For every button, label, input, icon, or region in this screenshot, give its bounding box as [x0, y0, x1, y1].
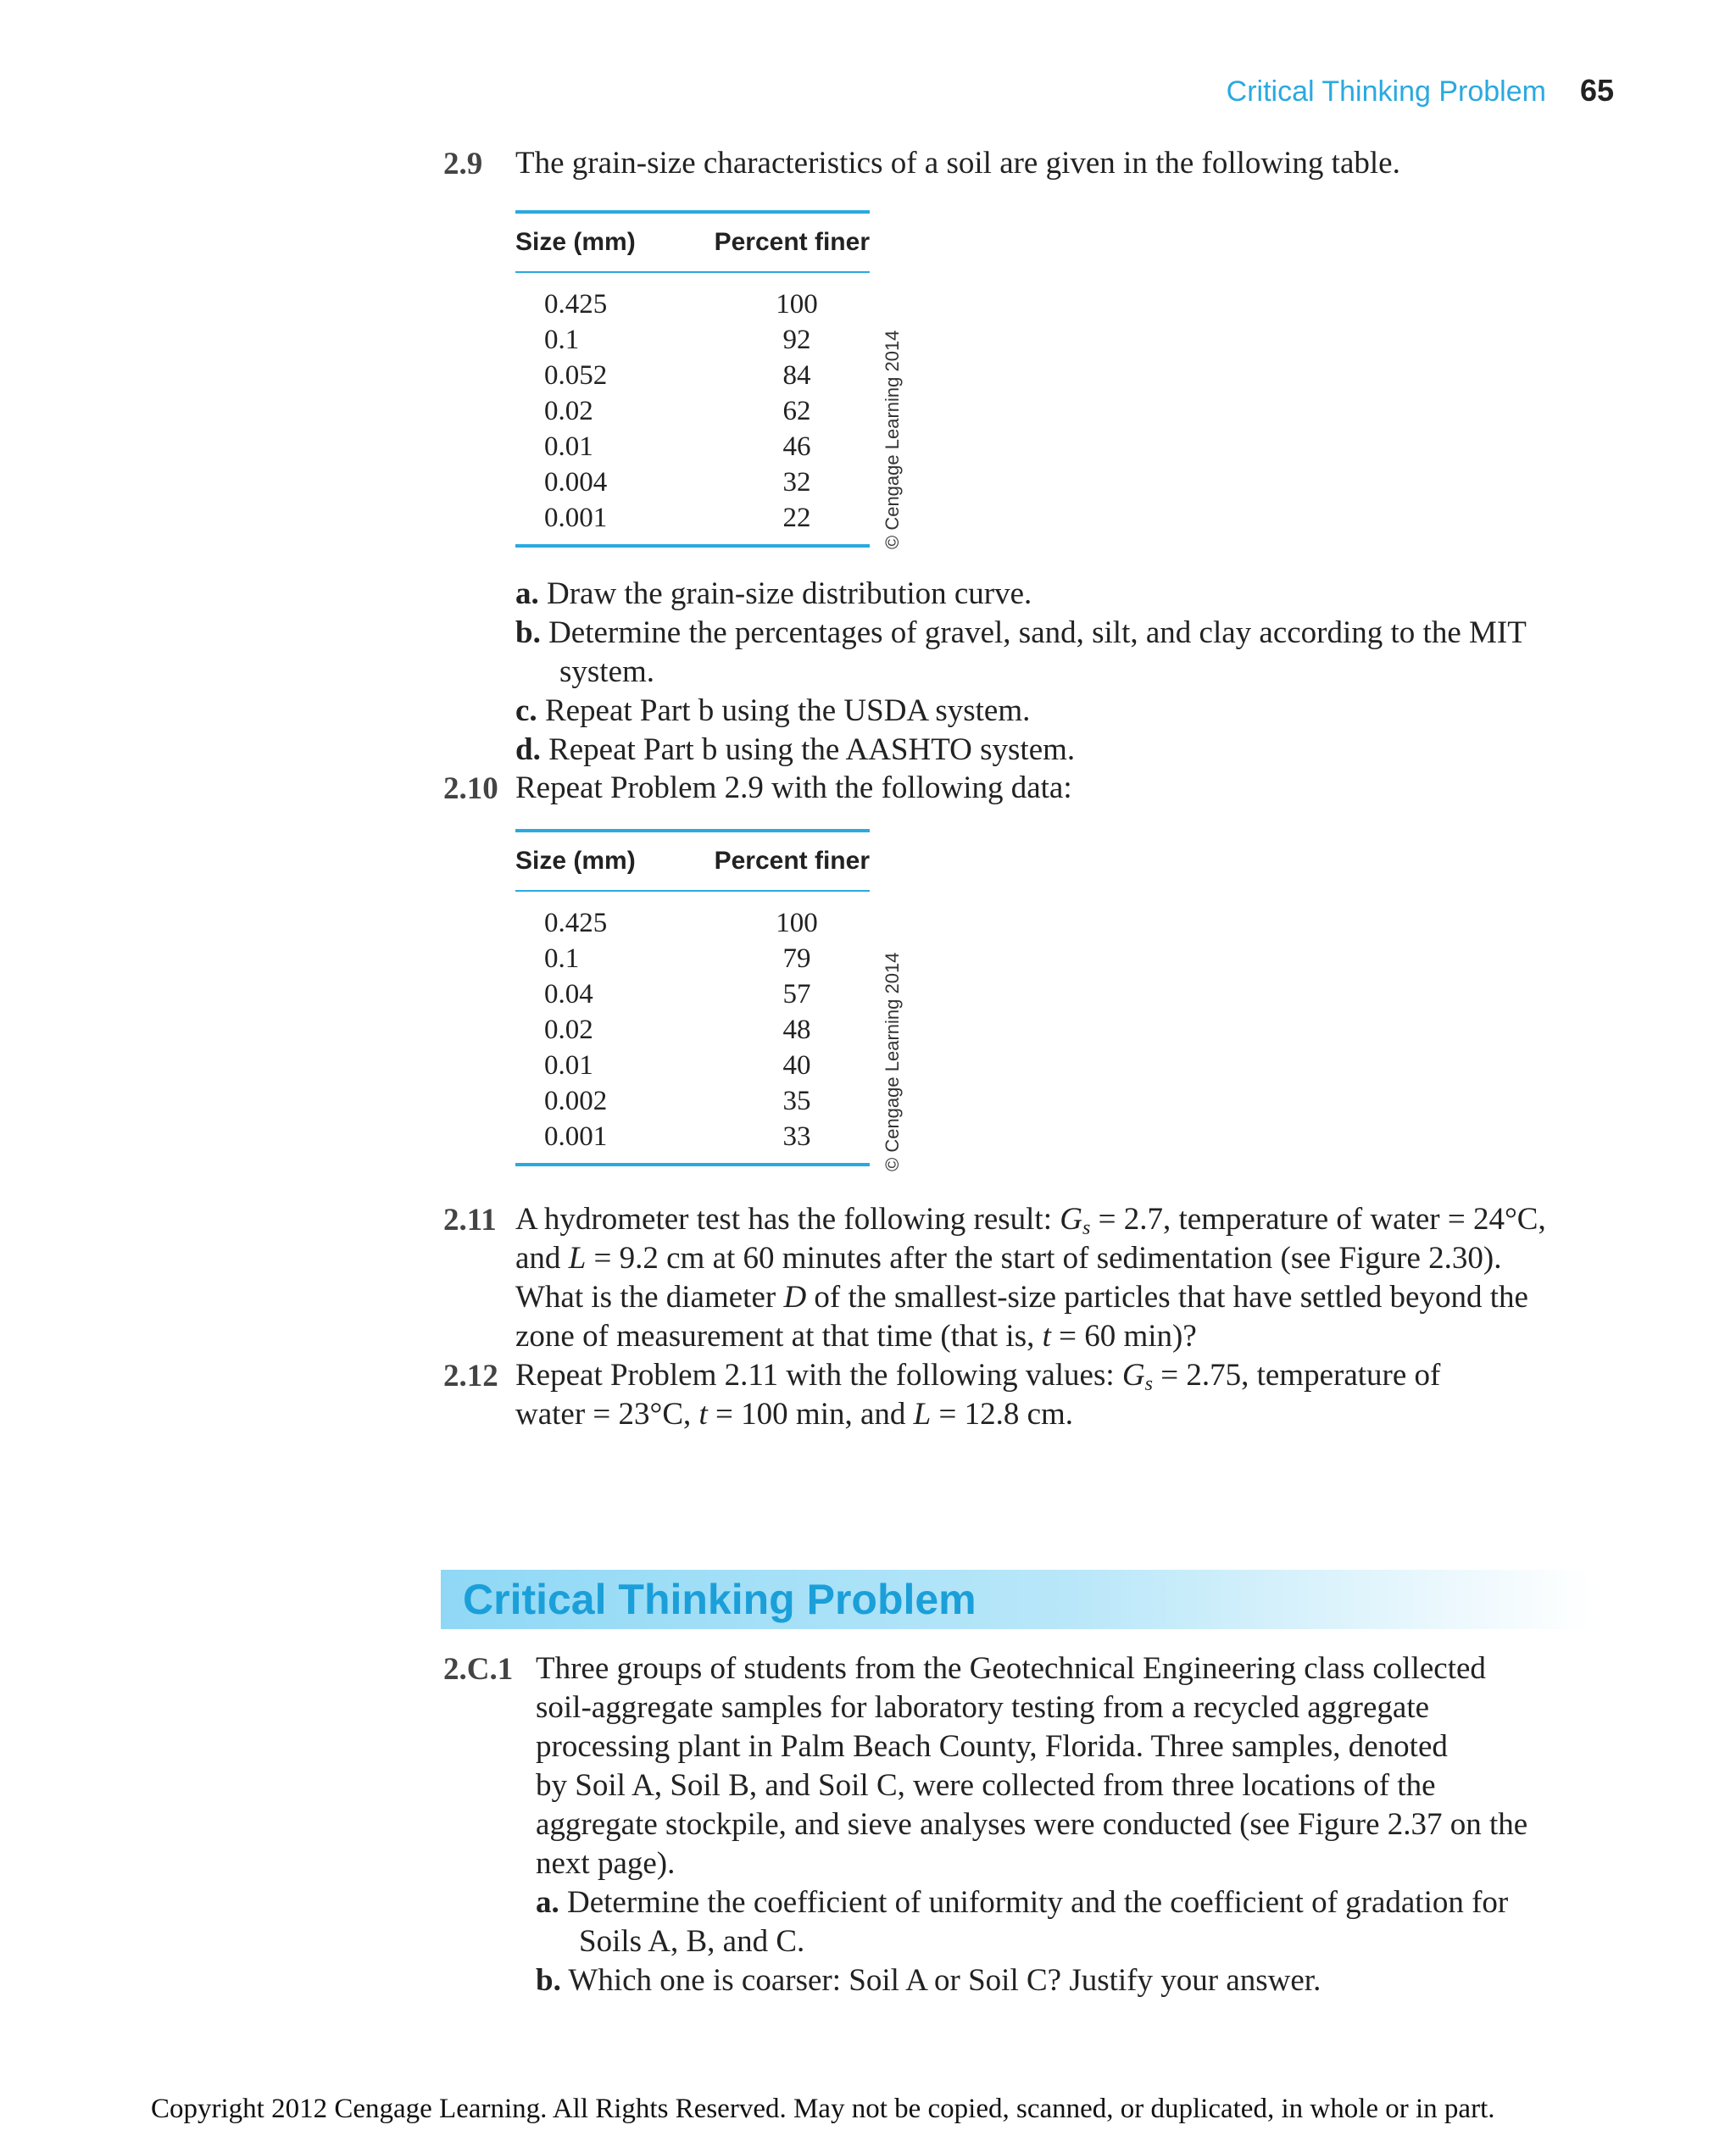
cell-size: 0.01: [544, 1050, 593, 1081]
symbol-D: D: [783, 1280, 807, 1315]
text-run: = 12.8 cm.: [931, 1397, 1074, 1432]
text-run: = 100 min, and: [707, 1397, 914, 1432]
table-row: [515, 464, 870, 500]
table-row: [515, 429, 870, 464]
header-size: Size (mm): [515, 228, 636, 256]
part-c: [515, 692, 1030, 731]
part-text: Determine the coefficient of uniformity and the coefficient of gradation for: [567, 1885, 1509, 1920]
part-text: Determine the percentages of gravel, sand, silt, and clay according to the MIT: [548, 615, 1527, 650]
grain-size-table-2-9: [515, 210, 870, 548]
symbol-G: G: [1121, 1358, 1145, 1393]
table-row: [515, 393, 870, 429]
part-text: Repeat Part b using the AASHTO system.: [548, 732, 1076, 767]
part-label: b.: [515, 615, 541, 650]
problem-2-c-1-line: next page).: [536, 1846, 676, 1881]
part-text: Repeat Part b using the USDA system.: [544, 693, 1031, 728]
text-run: What is the diameter: [515, 1280, 784, 1315]
subscript-s: s: [1144, 1373, 1153, 1395]
part-label: a.: [515, 576, 539, 611]
table-row: [515, 976, 870, 1012]
problem-2-12-line-1: [515, 1356, 1440, 1395]
cell-percent: 32: [782, 467, 811, 498]
table-row: [515, 905, 870, 941]
part-a: [515, 575, 1032, 614]
table-body: [515, 892, 870, 1163]
table-credit: © Cengage Learning 2014: [882, 330, 903, 549]
problem-number-2-c-1: 2.C.1: [443, 1652, 514, 1687]
text-run: = 2.75, temperature of: [1152, 1358, 1441, 1393]
problem-number-2-12: 2.12: [443, 1359, 498, 1393]
section-title: Critical Thinking Problem: [463, 1576, 976, 1623]
table-credit: © Cengage Learning 2014: [882, 952, 903, 1171]
problem-2-11-line-4: [515, 1317, 1197, 1356]
running-title: Critical Thinking Problem: [1226, 75, 1546, 108]
text-run: Repeat Problem 2.11 with the following values:: [515, 1358, 1122, 1393]
problem-2-c-1-line: by Soil A, Soil B, and Soil C, were collected from three locations of the: [536, 1768, 1436, 1803]
table-header: [515, 832, 870, 890]
table-body: [515, 273, 870, 544]
table-row: [515, 1048, 870, 1083]
problem-2-c-1-line: soil-aggregate samples for laboratory testing from a recycled aggregate: [536, 1690, 1430, 1725]
cell-percent: 84: [782, 360, 811, 391]
part-text: Which one is coarser: Soil A or Soil C? Justify your answer.: [568, 1963, 1321, 1998]
cell-percent: 100: [776, 908, 818, 938]
table-row: [515, 500, 870, 536]
table-row: [515, 322, 870, 358]
cell-percent: 35: [782, 1086, 811, 1116]
cell-percent: 22: [782, 503, 811, 533]
cell-size: 0.1: [544, 943, 580, 974]
problem-2-11-line-1: [515, 1200, 1546, 1239]
cell-size: 0.02: [544, 1015, 593, 1045]
header-percent-finer: Percent finer: [714, 847, 870, 875]
critical-part-a-continuation: Soils A, B, and C.: [579, 1924, 805, 1959]
cell-size: 0.01: [544, 431, 593, 462]
table-row: [515, 286, 870, 322]
cell-size: 0.425: [544, 289, 608, 320]
table-row: [515, 1083, 870, 1119]
page-number: 65: [1579, 73, 1614, 108]
cell-size: 0.004: [544, 467, 608, 498]
text-run: zone of measurement at that time (that is,: [515, 1319, 1043, 1354]
copyright-notice: Copyright 2012 Cengage Learning. All Rights Reserved. May not be copied, scanned, or duplicated, in whole or in part.: [151, 2094, 1495, 2124]
table-bottom-rule: [515, 1163, 870, 1166]
running-header: [1227, 73, 1614, 108]
text-run: water = 23°C,: [515, 1397, 699, 1432]
header-size: Size (mm): [515, 847, 636, 875]
cell-size: 0.425: [544, 908, 608, 938]
problem-2-11-line-2: [515, 1239, 1502, 1278]
cell-percent: 40: [782, 1050, 811, 1081]
cell-size: 0.04: [544, 979, 593, 1010]
critical-part-a: [536, 1883, 1508, 1922]
text-run: = 2.7, temperature of water = 24°C,: [1090, 1202, 1546, 1237]
symbol-t: t: [698, 1397, 708, 1432]
symbol-L: L: [913, 1397, 932, 1432]
cell-percent: 33: [782, 1121, 811, 1152]
part-label: a.: [536, 1885, 559, 1920]
critical-part-b: [536, 1961, 1321, 2000]
cell-percent: 92: [782, 325, 811, 355]
problem-2-c-1-line: processing plant in Palm Beach County, Florida. Three samples, denoted: [536, 1729, 1448, 1764]
cell-percent: 79: [782, 943, 811, 974]
header-percent-finer: Percent finer: [714, 228, 870, 256]
cell-percent: 62: [782, 396, 811, 426]
table-row: [515, 1012, 870, 1048]
part-label: c.: [515, 693, 537, 728]
text-run: of the smallest-size particles that have settled beyond the: [806, 1280, 1528, 1315]
grain-size-table-2-10: [515, 829, 870, 1166]
text-run: = 9.2 cm at 60 minutes after the start of sedimentation (see Figure 2.30).: [586, 1241, 1502, 1276]
problem-2-12-line-2: [515, 1395, 1073, 1434]
cell-size: 0.002: [544, 1086, 608, 1116]
part-b-continuation: system.: [559, 654, 655, 689]
problem-2-c-1-line: Three groups of students from the Geotechnical Engineering class collected: [536, 1651, 1486, 1686]
problem-2-11-line-3: [515, 1278, 1528, 1317]
symbol-G: G: [1060, 1202, 1082, 1237]
subscript-s: s: [1082, 1217, 1091, 1239]
cell-percent: 48: [782, 1015, 811, 1045]
text-run: = 60 min)?: [1050, 1319, 1197, 1354]
symbol-t: t: [1042, 1319, 1051, 1354]
table-row: [515, 941, 870, 976]
section-banner: [441, 1570, 1594, 1629]
cell-size: 0.1: [544, 325, 580, 355]
part-label: d.: [515, 732, 541, 767]
part-text: Draw the grain-size distribution curve.: [547, 576, 1032, 611]
problem-2-9-text: The grain-size characteristics of a soil are given in the following table.: [515, 146, 1400, 181]
problem-number-2-10: 2.10: [443, 771, 498, 806]
part-d: [515, 731, 1075, 770]
problem-2-c-1-line: aggregate stockpile, and sieve analyses were conducted (see Figure 2.37 on the: [536, 1807, 1528, 1842]
part-b: [515, 614, 1527, 653]
cell-size: 0.02: [544, 396, 593, 426]
cell-size: 0.052: [544, 360, 608, 391]
text-run: and: [515, 1241, 569, 1276]
cell-percent: 57: [782, 979, 811, 1010]
problem-number-2-11: 2.11: [443, 1203, 497, 1238]
cell-size: 0.001: [544, 1121, 608, 1152]
cell-percent: 100: [776, 289, 818, 320]
table-bottom-rule: [515, 544, 870, 548]
problem-number-2-9: 2.9: [443, 147, 483, 181]
table-row: [515, 358, 870, 393]
table-row: [515, 1119, 870, 1154]
text-run: A hydrometer test has the following result:: [515, 1202, 1060, 1237]
cell-size: 0.001: [544, 503, 608, 533]
part-label: b.: [536, 1963, 561, 1998]
problem-2-10-text: Repeat Problem 2.9 with the following data:: [515, 770, 1072, 805]
cell-percent: 46: [782, 431, 811, 462]
table-header: [515, 214, 870, 271]
symbol-L: L: [568, 1241, 587, 1276]
